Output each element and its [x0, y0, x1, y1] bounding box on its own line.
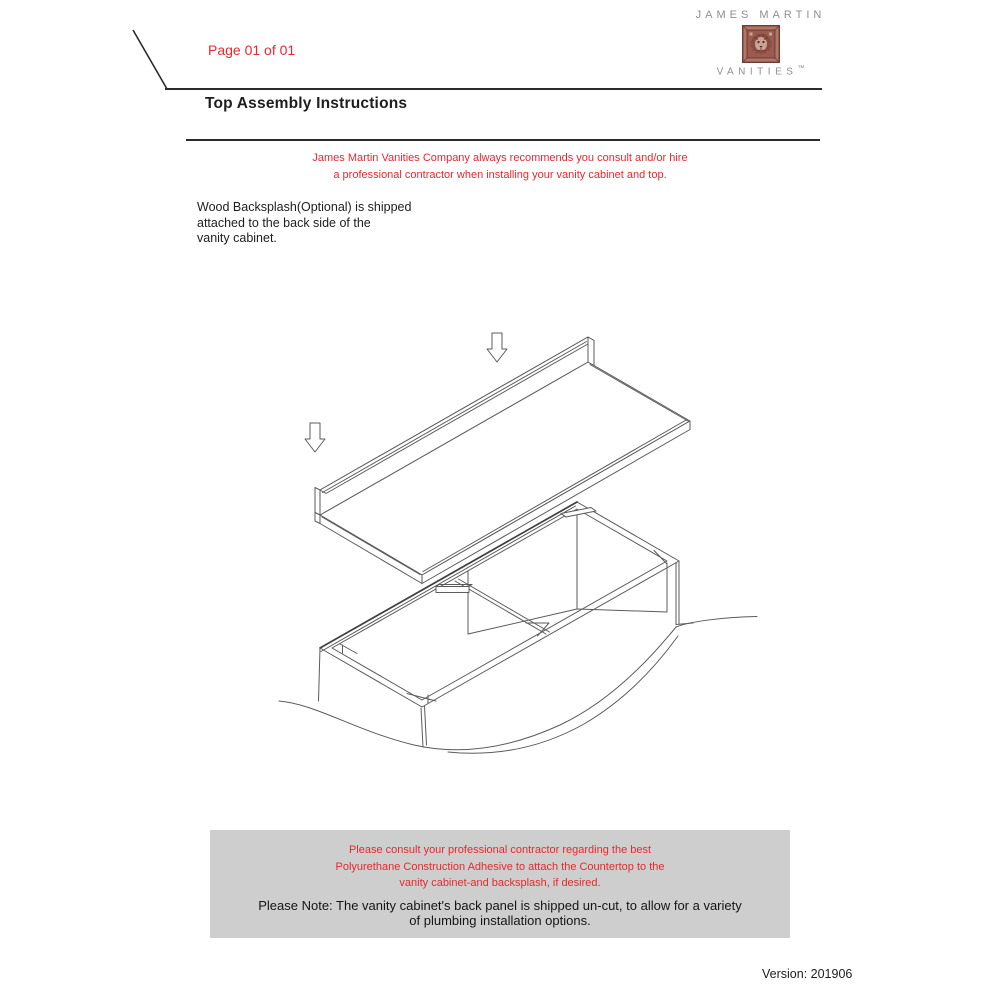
brand-subtitle-text: VANITIES: [716, 66, 798, 78]
adhesive-advisory: [210, 830, 790, 892]
down-arrow-icon: [487, 333, 507, 362]
advisory-box: [210, 830, 790, 938]
version-label: Version: 201906: [762, 967, 853, 981]
disclaimer-line: a professional contractor when installing your vanity cabinet and top.: [333, 168, 667, 181]
back-panel-note-line: Please Note: The vanity cabinet's back panel is shipped un-cut, to allow for a variety: [258, 897, 742, 913]
brand-logo: [688, 9, 833, 77]
backsplash-note-line: Wood Backsplash(Optional) is shipped: [197, 200, 412, 214]
adhesive-advisory-line: Polyurethane Construction Adhesive to attach the Countertop to the: [335, 860, 665, 873]
backsplash-note-line: vanity cabinet.: [197, 231, 277, 245]
page-number-label: Page 01 of 01: [208, 42, 296, 58]
lion-crest-icon: [742, 25, 780, 63]
backsplash-note: [197, 200, 411, 247]
header-rule-top: [165, 88, 822, 90]
trademark-symbol: ™: [797, 65, 805, 72]
adhesive-advisory-line: vanity cabinet-and backsplash, if desired.: [399, 877, 601, 889]
assembly-diagram: [260, 320, 800, 780]
corner-diagonal-line: [125, 22, 185, 97]
brand-subtitle: [688, 65, 833, 77]
document-title: Top Assembly Instructions: [205, 95, 408, 112]
back-panel-note: [210, 898, 790, 929]
down-arrow-icon: [305, 423, 325, 452]
disclaimer-line: James Martin Vanities Company always recommends you consult and/or hire: [312, 152, 688, 164]
backsplash-note-line: attached to the back side of the: [197, 215, 371, 230]
back-panel-note-line: of plumbing installation options.: [409, 913, 591, 928]
brand-name: JAMES MARTIN: [695, 9, 826, 21]
header-rule-bottom: [186, 139, 820, 141]
adhesive-advisory-line: Please consult your professional contractor regarding the best: [348, 844, 652, 856]
consult-disclaimer: [0, 150, 1000, 183]
